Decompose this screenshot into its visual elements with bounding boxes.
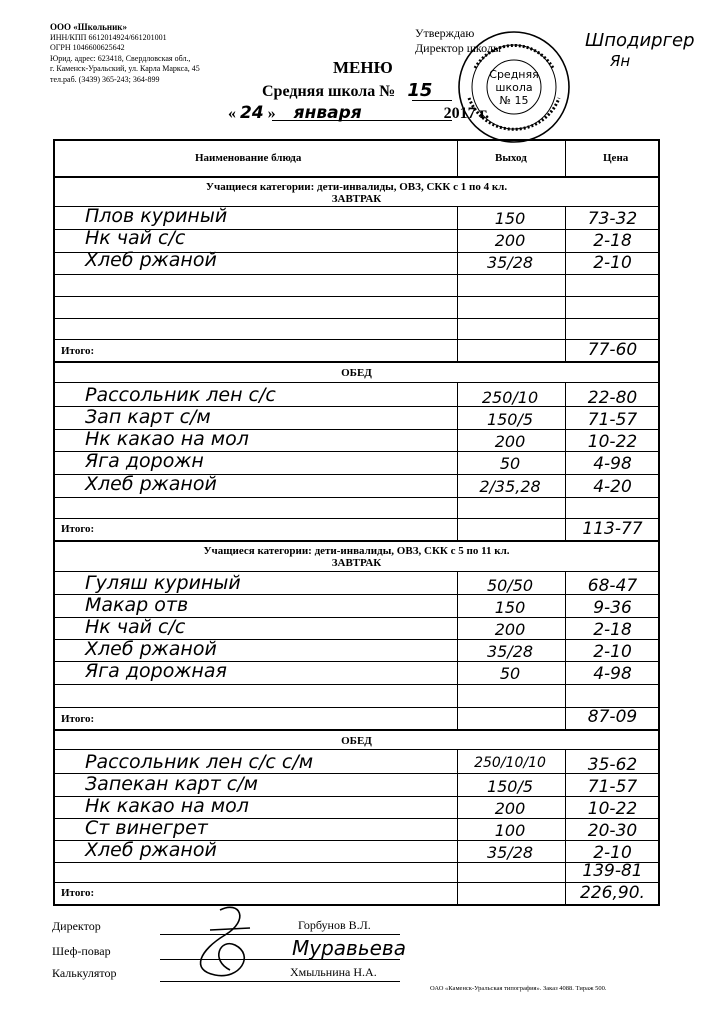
dish-output: 50 (499, 664, 521, 683)
dish-price: 2-18 (593, 620, 632, 640)
dish-price: 9-36 (593, 598, 632, 618)
dish-output: 35/28 (486, 253, 534, 272)
header-name: Наименование блюда (195, 152, 302, 164)
dish-name: Нк чай с/с (85, 227, 186, 249)
date-close-quote: » (267, 105, 276, 122)
dish-output: 200 (494, 432, 526, 451)
dish-output: 150 (494, 598, 526, 617)
signature-name-chef: Муравьева (292, 936, 406, 960)
dish-name: Макар отв (85, 594, 189, 616)
dish-name: Рассольник лен с/с (85, 384, 276, 406)
dish-price: 20-30 (587, 821, 638, 841)
header-price: Цена (603, 152, 629, 164)
dish-name: Запекан карт с/м (85, 773, 258, 795)
row-divider (55, 361, 658, 363)
dish-price: 71-57 (587, 410, 638, 430)
dish-name: Нк чай с/с (85, 616, 186, 638)
signature-role-director: Директор (52, 919, 101, 933)
dish-name: Яга дорожная (85, 660, 227, 682)
dish-output: 200 (494, 231, 526, 250)
header-output: Выход (495, 152, 527, 164)
section-2-meal: ОБЕД (341, 367, 372, 379)
row-divider (55, 318, 658, 319)
col-divider (457, 141, 458, 176)
dish-name: Хлеб ржаной (85, 249, 217, 271)
approve-signature-2: Ян (610, 52, 631, 70)
school-label (262, 80, 432, 101)
row-divider (55, 296, 658, 297)
dish-price: 71-57 (587, 777, 638, 797)
dish-price: 68-47 (587, 576, 638, 596)
dish-name: Яга дорожн (85, 450, 204, 472)
section-total: 87-09 (587, 707, 638, 727)
dish-output: 150/5 (486, 410, 534, 429)
signature-name-calculator: Хмыльнина Н.А. (290, 965, 377, 979)
school-label-text: Средняя школа № (262, 83, 396, 100)
school-number: 15 (407, 80, 433, 101)
section-1-meal: ЗАВТРАК (331, 193, 382, 205)
dish-price: 4-20 (593, 477, 632, 497)
dish-name: Рассольник лен с/с с/м (85, 751, 314, 773)
org-address-2: г. Каменск-Уральский, ул. Карла Маркса, 45 (50, 64, 200, 73)
dish-output: 50 (499, 454, 521, 473)
org-block (50, 22, 200, 85)
page-title: МЕНЮ (333, 58, 393, 77)
total-label: Итого: (61, 713, 95, 725)
date-day: 24 (240, 103, 264, 123)
dish-name: Хлеб ржаной (85, 473, 217, 495)
svg-text:Средняя: Средняя (489, 68, 539, 81)
menu-table (53, 139, 660, 906)
school-stamp (455, 28, 573, 146)
approve-director: Директор школы (415, 41, 502, 55)
org-inn: ИНН/КПП 6612014924/661201001 (50, 32, 167, 42)
total-label: Итого: (61, 887, 95, 899)
dish-price: 2-10 (593, 642, 632, 662)
row-divider (55, 540, 658, 542)
date-year: 2017 г. (443, 105, 490, 122)
row-divider (55, 729, 658, 731)
section-total: 113-77 (582, 519, 643, 539)
approve-signature: Шподиргер (585, 30, 695, 51)
col-divider (565, 141, 566, 176)
signature-role-calculator: Калькулятор (52, 966, 117, 980)
dish-name: Ст винегрет (85, 817, 208, 839)
dish-output: 100 (494, 821, 526, 840)
dish-name: Нк какао на мол (85, 795, 249, 817)
section-3-meal: ЗАВТРАК (331, 557, 382, 569)
org-name: ООО «Школьник» (50, 22, 127, 32)
dish-price: 35-62 (587, 755, 638, 775)
row-divider (55, 684, 658, 685)
dish-price: 10-22 (587, 432, 638, 452)
date-open-quote: « (228, 105, 236, 122)
row-divider (55, 176, 658, 178)
dish-price: 10-22 (587, 799, 638, 819)
dish-price: 4-98 (593, 454, 632, 474)
dish-price: 2-10 (593, 253, 632, 273)
signature-name-director: Горбунов В.Л. (298, 918, 371, 932)
section-subtotal: 139-81 (582, 861, 643, 881)
dish-output: 200 (494, 620, 526, 639)
dish-output: 200 (494, 799, 526, 818)
org-ogrn: ОГРН 1046600625642 (50, 43, 125, 52)
dish-output: 2/35,28 (479, 477, 541, 496)
total-label: Итого: (61, 345, 95, 357)
org-phone: тел.раб. (3439) 365-243; 364-899 (50, 74, 160, 84)
school-number-line (412, 100, 452, 101)
footer-printer: ОАО «Каменск-Уральская типография». Заказ 4088. Тираж 500. (430, 985, 607, 992)
section-1-category: Учащиеся категории: дети-инвалиды, ОВЗ, СКК с 1 по 4 кл. (205, 181, 508, 193)
dish-name: Гуляш куриный (85, 572, 241, 594)
dish-output: 150 (494, 209, 526, 228)
grand-total: 226,90. (580, 883, 645, 903)
svg-text:№ 15: № 15 (499, 94, 529, 107)
dish-output: 250/10/10 (474, 755, 546, 771)
dish-price: 73-32 (587, 209, 638, 229)
row-divider (55, 749, 658, 750)
signature-role-chef: Шеф-повар (52, 944, 111, 958)
total-label: Итого: (61, 523, 95, 535)
dish-price: 2-18 (593, 231, 632, 251)
dish-output: 150/5 (486, 777, 534, 796)
approve-label: Утверждаю (415, 26, 475, 40)
row-divider (55, 274, 658, 275)
svg-text:школа: школа (495, 81, 533, 94)
dish-name: Хлеб ржаной (85, 638, 217, 660)
date-underline (272, 120, 452, 121)
section-3-category: Учащиеся категории: дети-инвалиды, ОВЗ, СКК с 5 по 11 кл. (203, 545, 510, 557)
dish-price: 4-98 (593, 664, 632, 684)
dish-name: Нк какао на мол (85, 428, 249, 450)
dish-output: 50/50 (486, 576, 534, 595)
section-4-meal: ОБЕД (341, 735, 372, 747)
director-signature-scribble (180, 900, 280, 985)
dish-name: Хлеб ржаной (85, 839, 217, 861)
dish-output: 35/28 (486, 642, 534, 661)
row-divider (55, 382, 658, 383)
dish-output: 35/28 (486, 843, 534, 862)
dish-price: 2-10 (593, 843, 632, 863)
dish-name: Плов куриный (85, 205, 228, 227)
dish-price: 22-80 (587, 388, 638, 408)
dish-output: 250/10 (481, 388, 539, 407)
row-divider (55, 497, 658, 498)
section-total: 77-60 (587, 340, 638, 360)
dish-name: Зап карт с/м (85, 406, 211, 428)
date-month: января (293, 103, 362, 123)
org-address-1: Юрид. адрес: 623418, Свердловская обл., (50, 53, 191, 63)
